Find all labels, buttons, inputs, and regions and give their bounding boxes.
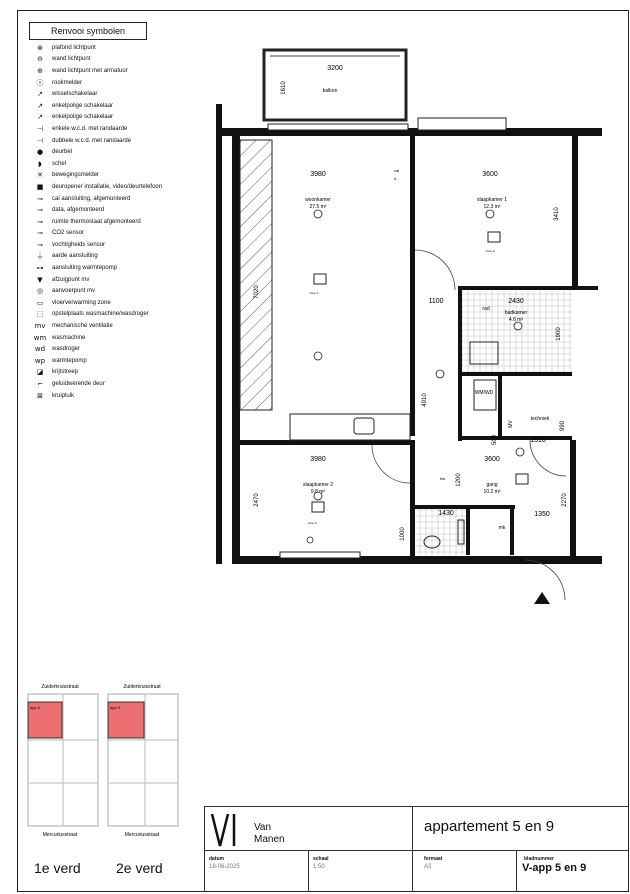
- gang-depth: 1200: [456, 473, 462, 487]
- wmwd-tag: WM/WD: [474, 390, 494, 396]
- badkamer-depth: 1900: [556, 327, 562, 341]
- legend-item-label: geluidwerende deur: [52, 381, 105, 388]
- app-highlight-2: app 9: [110, 705, 121, 710]
- formaat-value: A3: [424, 864, 432, 870]
- earth-icon: ⏚: [36, 252, 44, 261]
- mk-depth: 500: [492, 434, 498, 446]
- zone1-tag: zone 1: [309, 291, 319, 295]
- legend-item-label: vloerverwarming zone: [52, 299, 111, 306]
- street-top-1: Zuiderkruisstraat: [41, 684, 79, 690]
- badkamer-label: badkamer: [504, 310, 528, 316]
- blad-label: bladnummer: [524, 856, 555, 862]
- legend-item-label: afzuigpunt mv: [52, 276, 90, 283]
- legend-item-label: data, afgemonteerd: [52, 207, 105, 214]
- slaapkamer1-depth: 3410: [554, 207, 560, 221]
- legend-item-label: schel: [52, 160, 67, 167]
- slaapkamer1-area: 12.3 m²: [483, 204, 501, 210]
- project-title: appartement 5 en 9: [424, 818, 555, 835]
- wall-light-fixture-icon: ⊕: [37, 66, 43, 75]
- balkon-width: 3200: [327, 65, 343, 72]
- humidity-sensor-icon: ⊸: [37, 240, 43, 249]
- d-tag: d: [394, 176, 397, 181]
- slaapkamer1-width: 3600: [482, 171, 498, 178]
- legend-item-label: dubbele w.c.d. met randaarde: [52, 137, 132, 144]
- circle-cross-icon: ⊗: [37, 43, 43, 52]
- legend-item-label: bewegingsmelder: [52, 172, 100, 179]
- street-top-2: Zuiderkruisstraat: [123, 684, 161, 690]
- legend-item-label: CO2 sensor: [52, 230, 85, 237]
- doorbell-icon: ●: [36, 148, 44, 157]
- chalk-line-icon: ◪: [36, 368, 44, 377]
- legend-item-label: ruimte thermostaat afgemonteerd: [52, 218, 141, 225]
- legend-item-label: enkele w.c.d. met randaarde: [52, 125, 128, 132]
- wm-icon: wm: [33, 333, 47, 342]
- legend-item-label: opstelplaats wasmachine/wasdroger: [52, 311, 149, 318]
- legend-item-label: rookmelder: [52, 79, 83, 86]
- legend-item-label: kruipluik: [52, 392, 75, 399]
- legend-item-label: vochtigheids sensor: [52, 241, 106, 248]
- legend-item-label: wand lichtpunt: [52, 56, 91, 63]
- cai-tag: cai: [394, 168, 400, 173]
- mv-tag: MV: [508, 420, 514, 428]
- exhaust-icon: ▼: [37, 275, 43, 284]
- zone2-tag: zone 2: [485, 249, 495, 253]
- formaat-label: formaat: [424, 856, 443, 862]
- zone3-tag: zone 3: [307, 521, 317, 525]
- street-bottom-2: Mercuriusstraat: [124, 832, 160, 838]
- legend-item-label: wasdroger: [52, 346, 81, 353]
- cai-icon: ⊸: [37, 194, 43, 203]
- wall-light-icon: ⊖: [37, 55, 43, 64]
- brand-top: Van: [254, 822, 272, 833]
- single-socket-icon: ⊣: [36, 124, 44, 133]
- mk-tag: mk: [498, 525, 506, 531]
- co2-sensor-icon: ⊸: [37, 229, 43, 238]
- crawl-hatch-icon: ⊠: [37, 391, 43, 400]
- gang-area: 10.2 m²: [483, 489, 501, 495]
- legend-item-label: cai aansluiting, afgemonteerd: [52, 195, 131, 202]
- techniek-width: 1510: [530, 437, 546, 444]
- motion-sensor-icon: ✕: [37, 171, 43, 180]
- hal-width: 1100: [428, 298, 444, 305]
- thermostat-icon: ⊸: [37, 217, 43, 226]
- rad-tag: rad: [482, 306, 490, 312]
- badkamer-area: 4.6 m²: [508, 317, 524, 323]
- supply-icon: ◎: [36, 287, 44, 296]
- legend-item-label: deurbel: [52, 149, 73, 156]
- legend-item-label: aanvoerpunt mv: [52, 288, 96, 295]
- datum-value: 18-06-2025: [209, 864, 240, 870]
- blad-value: V-app 5 en 9: [522, 862, 587, 874]
- slaapkamer2-width: 3980: [310, 456, 326, 463]
- wp-icon: wp: [34, 356, 46, 365]
- gang-label: gang: [486, 482, 498, 488]
- alternate-switch-icon: ↗: [37, 90, 43, 99]
- gang-width: 3600: [484, 456, 500, 463]
- entry-depth: 2270: [562, 493, 568, 507]
- legend-item-label: warmtepomp: [52, 357, 87, 364]
- single-switch-icon: ↗: [37, 101, 43, 110]
- legend-title: Renvooi symbolen: [29, 22, 147, 40]
- legend-item-label: deuropener installatie, video/deurtelefoon: [52, 183, 163, 190]
- legend-item-label: plafond lichtpunt: [52, 44, 96, 51]
- legend-item-label: wisselschakelaar: [52, 91, 98, 98]
- legend-item-label: mechanische ventilatie: [52, 323, 113, 330]
- video-intercom-icon: ■: [36, 182, 44, 191]
- street-bottom-1: Mercuriusstraat: [42, 832, 78, 838]
- smoke-detector-icon: ⓢ: [36, 78, 44, 87]
- data-icon: ⊸: [37, 206, 43, 215]
- slaapkamer2-label: slaapkamer 2: [302, 482, 334, 488]
- heat-pump-icon: ⊶: [36, 264, 44, 273]
- schaal-label: schaal: [313, 856, 329, 862]
- legend-item-label: enkelpolige schakelaar: [52, 114, 114, 121]
- slaapkamer2-area: 9.8 m²: [310, 489, 326, 495]
- bell-icon: ◗: [38, 159, 42, 168]
- techniek-label: techniek: [530, 416, 550, 422]
- toilet-depth: 1000: [400, 527, 406, 541]
- entry-width: 1350: [534, 511, 550, 518]
- bw-tag: bw: [440, 476, 446, 481]
- badkamer-width: 2430: [508, 298, 524, 305]
- datum-label: datum: [209, 856, 224, 862]
- legend-item-label: wand lichtpunt met armatuur: [52, 67, 128, 74]
- legend-item-label: aarde aansluiting: [52, 253, 98, 260]
- legend-item-label: enkelpolige schakelaar: [52, 102, 114, 109]
- mv-icon: mv: [34, 322, 46, 331]
- brand-bottom: Manen: [254, 834, 285, 845]
- balkon-depth: 1610: [281, 81, 287, 95]
- slaapkamer1-label: slaapkamer 1: [476, 197, 508, 203]
- app-highlight-1: app 5: [30, 705, 41, 710]
- legend-item-label: krijtstreep: [52, 369, 79, 376]
- hal-depth: 4910: [422, 393, 428, 407]
- double-socket-icon: ⊣: [36, 136, 44, 145]
- floor-heating-icon: ▭: [36, 298, 44, 307]
- toilet-width: 1430: [438, 510, 454, 517]
- legend-item-label: aansluiting warmtepomp: [52, 265, 118, 272]
- slaapkamer2-depth: 2470: [254, 493, 260, 507]
- woonkamer-area: 27.5 m²: [309, 204, 327, 210]
- soundproof-door-icon: ⌐: [37, 380, 43, 389]
- schaal-value: 1:50: [313, 864, 325, 870]
- techniek-depth: 990: [560, 420, 566, 432]
- floor-label-1e: 1e verd: [34, 860, 81, 876]
- woonkamer-width: 3980: [310, 171, 326, 178]
- wd-icon: wd: [34, 345, 46, 354]
- balkon-label: balkon: [322, 88, 338, 94]
- single-switch-icon: ↗: [37, 113, 43, 122]
- woonkamer-label: woonkamer: [305, 197, 331, 203]
- washer-place-icon: ⬚: [36, 310, 44, 319]
- woonkamer-depth: 7020: [254, 285, 260, 299]
- legend-item-label: wasmachine: [52, 334, 86, 341]
- floor-label-2e: 2e verd: [116, 860, 163, 876]
